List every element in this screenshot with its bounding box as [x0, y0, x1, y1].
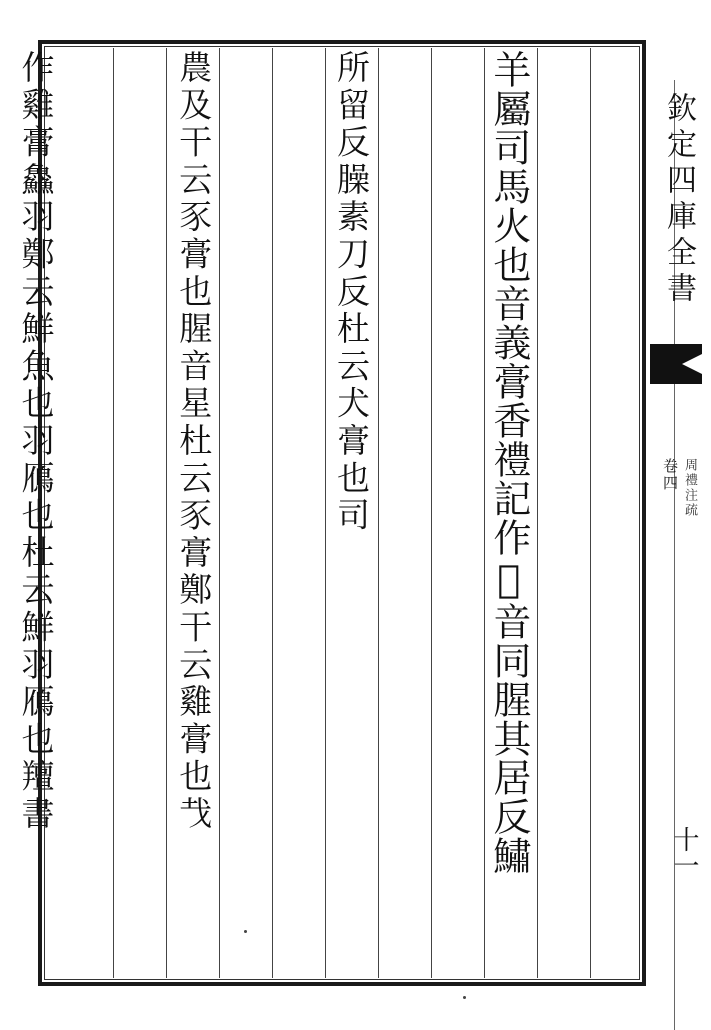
- column-rule: [325, 48, 326, 978]
- column-rule: [537, 48, 538, 978]
- column-rule: [113, 48, 114, 978]
- column-rule: [378, 48, 379, 978]
- text-column-1: 羊屬司馬火也音義膏香禮記作𦚐音同腥其居反鱐: [486, 50, 531, 875]
- column-rule: [219, 48, 220, 978]
- text-column-2: 所留反臊素刀反杜云犬膏也司: [332, 50, 372, 535]
- juan-number: 卷四: [661, 458, 679, 492]
- column-rule: [590, 48, 591, 978]
- column-rule: [431, 48, 432, 978]
- text-column-4: 作雞膏鱻羽鄭云鮮魚也羽鴈也杜云鮮羽鴈也羶書: [16, 50, 56, 834]
- fish-tail-mark-icon: [648, 340, 704, 388]
- page-margin: [648, 40, 708, 1000]
- main-text-body: [16, 50, 640, 980]
- page-number: 十一: [669, 826, 699, 878]
- column-rule: [484, 48, 485, 978]
- section-note: 周禮注疏: [682, 458, 697, 518]
- speck: [244, 930, 247, 933]
- speck: [463, 996, 466, 999]
- column-rule: [272, 48, 273, 978]
- column-rule: [166, 48, 167, 978]
- book-title: 欽定四庫全書: [661, 92, 696, 308]
- text-column-3: 農及干云豕膏也腥音星杜云豕膏鄭干云雞膏也𢦏: [174, 50, 214, 834]
